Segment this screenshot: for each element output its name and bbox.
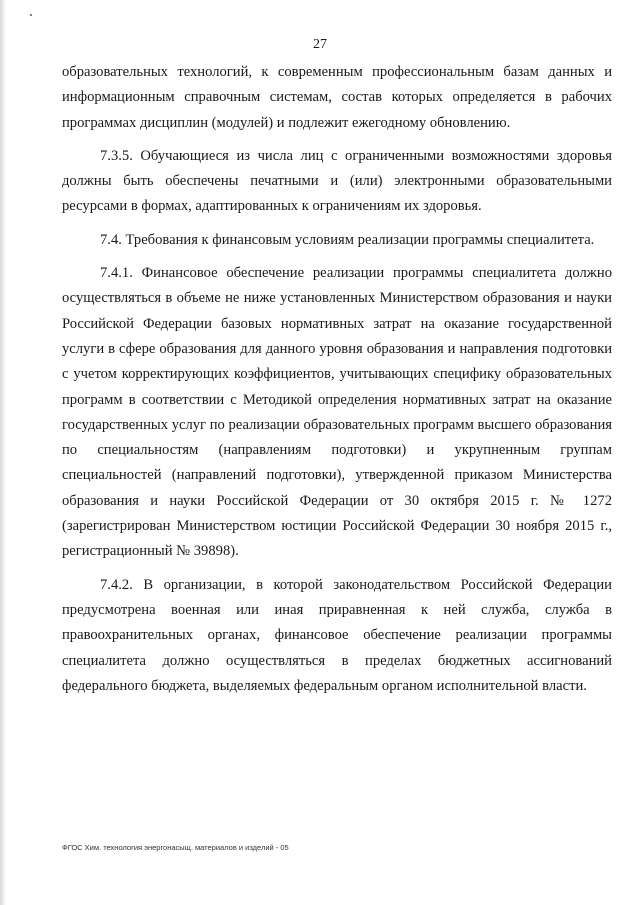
paragraph-7-4-1: 7.4.1. Финансовое обеспечение реализации программы специалитета должно осуществляться в объеме не ниже установленных Министерством образования и науки Российской Федерации базовых нормативных затрат на оказание государственной услуги в сфере образования для данного уровня образования и направления подготовки с учетом корректирующих коэффициентов, учитывающих специфику образовательных программ в соответствии с Методикой определения нормативных затрат на оказание государственных услуг по реализации образовательных программ высшего образования по специальностям (направлениям подготовки) и укрупненным группам специальностей (направлений подготовки), утвержденной приказом Министерства образования и науки Российской Федерации от 30 октября 2015 г. № 1272 (зарегистрирован Министерством юстиции Российской Федерации 30 ноября 2015 г., регистрационный № 39898).: [62, 265, 612, 560]
document-body: [62, 60, 612, 707]
paragraph-continuation: образовательных технологий, к современным профессиональным базам данных и информационным справочным системам, состав которых определяется в рабочих программах дисциплин (модулей) и подлежит ежегодному обновлению.: [62, 64, 612, 131]
page-number: 27: [313, 37, 327, 52]
paragraph-7-3-5: 7.3.5. Обучающиеся из числа лиц с ограниченными возможностями здоровья должны быть обеспечены печатными и (или) электронными образовательными ресурсами в формах, адаптированных к ограничениям их здоровья.: [62, 147, 612, 215]
paragraph-7-4: 7.4. Требования к финансовым условиям реализации программы специалитета.: [100, 231, 595, 248]
page-edge-shadow: [0, 0, 6, 905]
scan-speck: [30, 14, 32, 16]
document-footer: ФГОС Хим. технология энергонасыщ. материалов и изделий - 05: [62, 843, 289, 852]
paragraph-7-4-2: 7.4.2. В организации, в которой законодательством Российской Федерации предусмотрена военная или иная приравненная к ней служба, служба в правоохранительных органах, финансовое обеспечение реализации программы специалитета должно осуществляться в пределах бюджетных ассигнований федерального бюджета, выделяемых федеральным органом исполнительной власти.: [62, 576, 612, 694]
